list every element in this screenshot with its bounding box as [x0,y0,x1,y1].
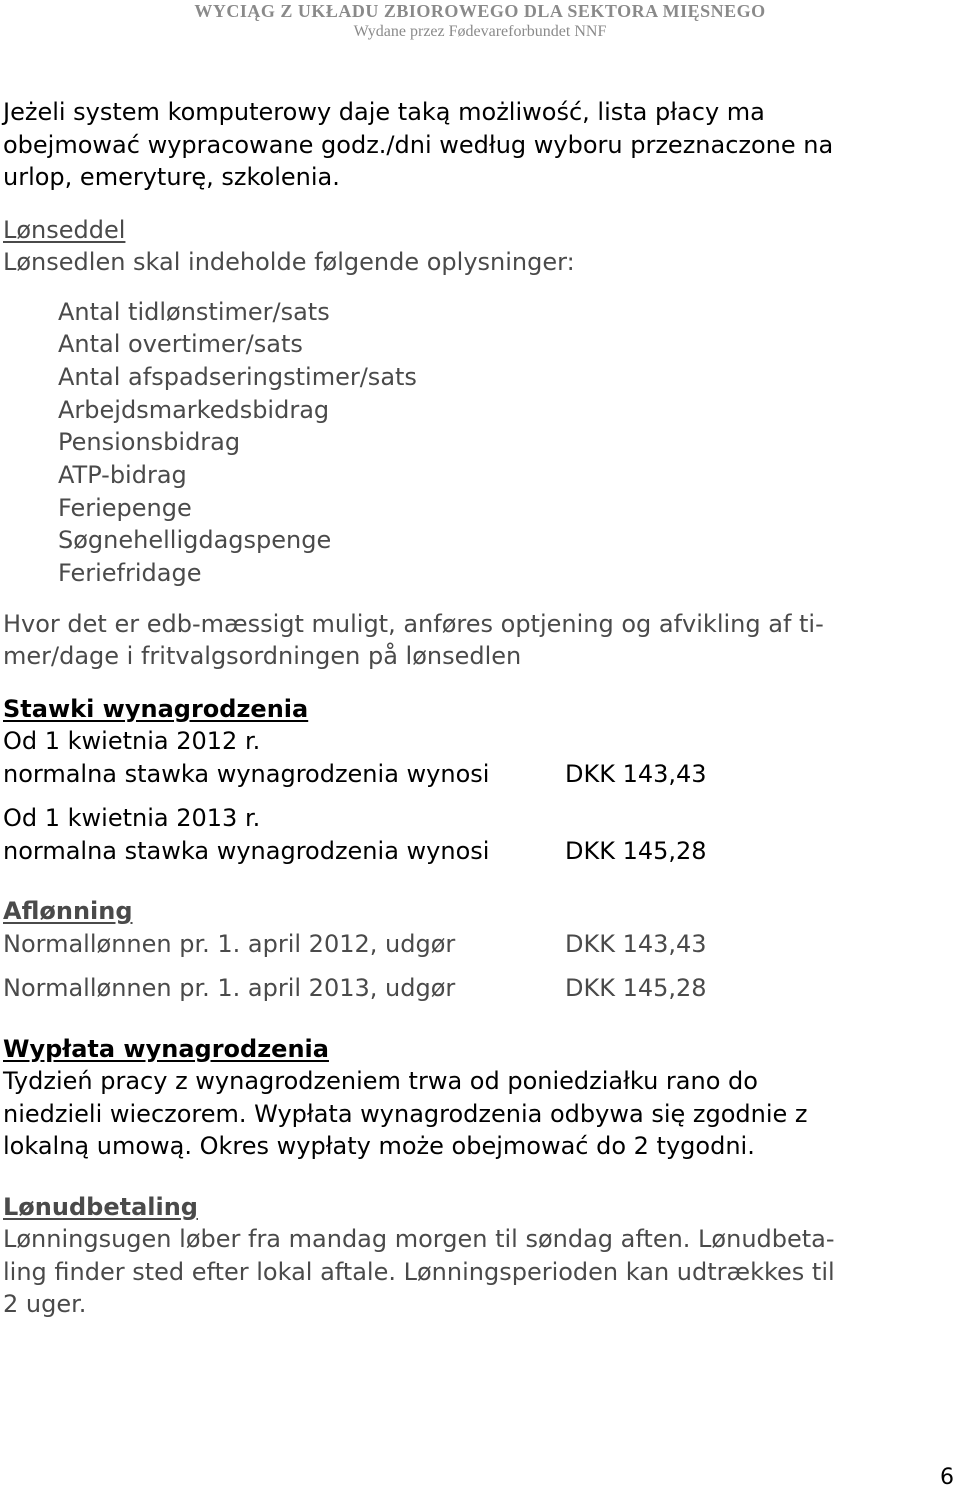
list-item: Arbejdsmarkedsbidrag [58,395,330,424]
stawki-date: Od 1 kwietnia 2012 r. [3,727,261,756]
lonudbetaling-line: Lønningsugen løber fra mandag morgen til søndag aften. Lønudbeta- [3,1225,835,1254]
wyplata-heading: Wypłata wynagrodzenia [3,1034,329,1063]
aflonning-row [3,972,948,1005]
stawki-section [3,693,948,868]
header-title: WYCIĄG Z UKŁADU ZBIOROWEGO DLA SEKTORA MIĘSNEGO [194,1,766,21]
aflonning-label: Normallønnen pr. 1. april 2013, udgør [3,974,456,1003]
list-item: Antal overtimer/sats [58,330,303,359]
stawki-date: Od 1 kwietnia 2013 r. [3,804,261,833]
lonudbetaling-paragraph [3,1223,948,1321]
wyplata-line: lokalną umową. Okres wypłaty może obejmować do 2 tygodni. [3,1132,755,1161]
wyplata-paragraph [3,1065,948,1163]
intro-line: obejmować wypracowane godz./dni według wyboru przeznaczone na [3,130,834,159]
wyplata-line: Tydzień pracy z wynagrodzeniem trwa od poniedziałku rano do [3,1067,758,1096]
stawki-heading: Stawki wynagrodzenia [3,694,309,723]
aflonning-label: Normallønnen pr. 1. april 2012, udgør [3,929,456,958]
aflonning-heading: Aflønning [3,897,133,926]
intro-line: Jeżeli system komputerowy daje taką możliwość, lista płacy ma [3,98,765,126]
aflonning-value: DKK 145,28 [565,974,707,1003]
lonudbetaling-heading: Lønudbetaling [3,1192,198,1221]
note-line: Hvor det er edb-mæssigt muligt, anføres optjening og afvikling af ti- [3,609,824,638]
page-number: 6 [940,1465,954,1490]
lonudbetaling-line: 2 uger. [3,1290,87,1319]
intro-paragraph [3,96,948,194]
list-item: Feriefridage [58,559,202,588]
rate-value: DKK 145,28 [565,836,707,865]
list-item: Pensionsbidrag [58,428,241,457]
list-item: Feriepenge [58,493,192,522]
header-subtitle: Wydane przez Fødevareforbundet NNF [353,23,607,40]
lonseddel-section [3,214,948,673]
lonseddel-note [3,608,948,673]
lonseddel-list [3,296,948,590]
stawki-rate-row [3,835,948,868]
list-item: Antal tidlønstimer/sats [58,297,330,326]
aflonning-section [3,895,948,1005]
rate-label: normalna stawka wynagrodzenia wynosi [3,836,490,865]
lonudbetaling-line: ling finder sted efter lokal aftale. Lønningsperioden kan udtrækkes til [3,1257,835,1286]
intro-line: urlop, emeryturę, szkolenia. [3,163,340,191]
document-body [3,96,948,1321]
list-item: Søgnehelligdagspenge [58,526,332,555]
aflonning-row [3,928,948,961]
lonseddel-subheading: Lønsedlen skal indeholde følgende oplysninger: [3,248,575,276]
aflonning-value: DKK 143,43 [565,929,707,958]
list-item: Antal afspadseringstimer/sats [58,362,417,391]
list-item: ATP-bidrag [58,461,187,490]
lonudbetaling-section [3,1191,948,1321]
wyplata-section [3,1033,948,1163]
lonseddel-heading: Lønseddel [3,215,126,244]
wyplata-line: niedzieli wieczorem. Wypłata wynagrodzenia odbywa się zgodnie z [3,1099,808,1128]
page-header [0,0,960,42]
stawki-rate-row [3,758,948,791]
rate-label: normalna stawka wynagrodzenia wynosi [3,759,490,788]
rate-value: DKK 143,43 [565,759,707,788]
note-line: mer/dage i fritvalgsordningen på lønsedlen [3,642,522,671]
